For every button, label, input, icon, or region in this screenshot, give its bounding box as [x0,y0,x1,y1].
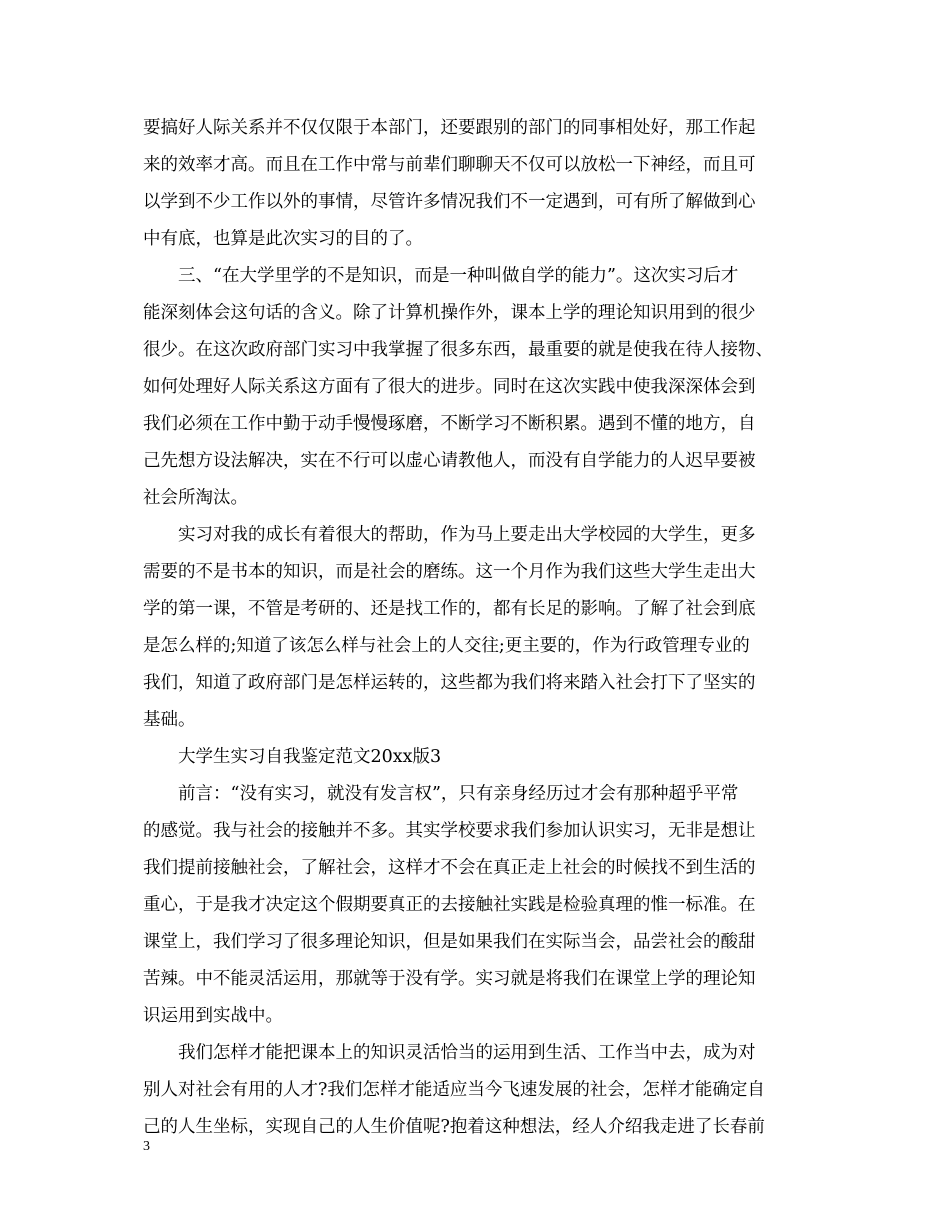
text-line: 以学到不少工作以外的事情，尽管许多情况我们不一定遇到，可有所了解做到心 [143,192,756,212]
text-line: 是怎么样的;知道了该怎么样与社会上的人交往;更主要的，作为行政管理专业的 [143,636,750,656]
page-number: 3 [143,1139,150,1154]
text-line: 的感觉。我与社会的接触并不多。其实学校要求我们参加认识实习，无非是想让 [143,821,756,841]
text-line: 重心，于是我才决定这个假期要真正的去接触社实践是检验真理的惟一标准。在 [143,895,756,915]
text-line: 我们怎样才能把课本上的知识灵活恰当的运用到生活、工作当中去，成为对 [178,1043,756,1063]
text-line: 学的第一课，不管是考研的、还是找工作的，都有长足的影响。了解了社会到底 [143,599,756,619]
text-line: 前言：“没有实习，就没有发言权”，只有亲身经历过才会有那种超乎平常 [178,784,739,804]
text-line: 我们必须在工作中勤于动手慢慢琢磨，不断学习不断积累。遇到不懂的地方，自 [143,414,756,434]
text-line: 我们，知道了政府部门是怎样运转的，这些都为我们将来踏入社会打下了坚实的 [143,673,756,693]
text-line: 苦辣。中不能灵活运用，那就等于没有学。实习就是将我们在课堂上学的理论知 [143,969,756,989]
text-line: 实习对我的成长有着很大的帮助，作为马上要走出大学校园的大学生，更多 [178,525,756,545]
text-line: 己先想方设法解决，实在不行可以虚心请教他人，而没有自学能力的人迟早要被 [143,451,756,471]
text-line: 我们提前接触社会，了解社会，这样才不会在真正走上社会的时候找不到生活的 [143,858,756,878]
text-line: 别人对社会有用的人才?我们怎样才能适应当今飞速发展的社会，怎样才能确定自 [143,1080,765,1100]
section-heading: 大学生实习自我鉴定范文20xx版3 [178,747,442,767]
text-line: 基础。 [143,710,196,730]
text-line: 能深刻体会这句话的含义。除了计算机操作外，课本上学的理论知识用到的很少 [143,303,756,323]
text-line: 社会所淘汰。 [143,488,248,508]
text-line: 三、“在大学里学的不是知识，而是一种叫做自学的能力”。这次实习后才 [178,266,739,286]
text-line: 识运用到实战中。 [143,1006,283,1026]
text-line: 要搞好人际关系并不仅仅限于本部门，还要跟别的部门的同事相处好，那工作起 [143,118,756,138]
text-line: 中有底，也算是此次实习的目的了。 [143,229,423,249]
text-line: 很少。在这次政府部门实习中我掌握了很多东西，最重要的就是使我在待人接物、 [143,340,773,360]
text-line: 来的效率才高。而且在工作中常与前辈们聊聊天不仅可以放松一下神经，而且可 [143,155,756,175]
text-line: 需要的不是书本的知识，而是社会的磨练。这一个月作为我们这些大学生走出大 [143,562,756,582]
text-line: 课堂上，我们学习了很多理论知识，但是如果我们在实际当会，品尝社会的酸甜 [143,932,756,952]
text-line: 己的人生坐标，实现自己的人生价值呢?抱着这种想法，经人介绍我走进了长春前 [143,1117,765,1137]
text-line: 如何处理好人际关系这方面有了很大的进步。同时在这次实践中使我深深体会到 [143,377,756,397]
